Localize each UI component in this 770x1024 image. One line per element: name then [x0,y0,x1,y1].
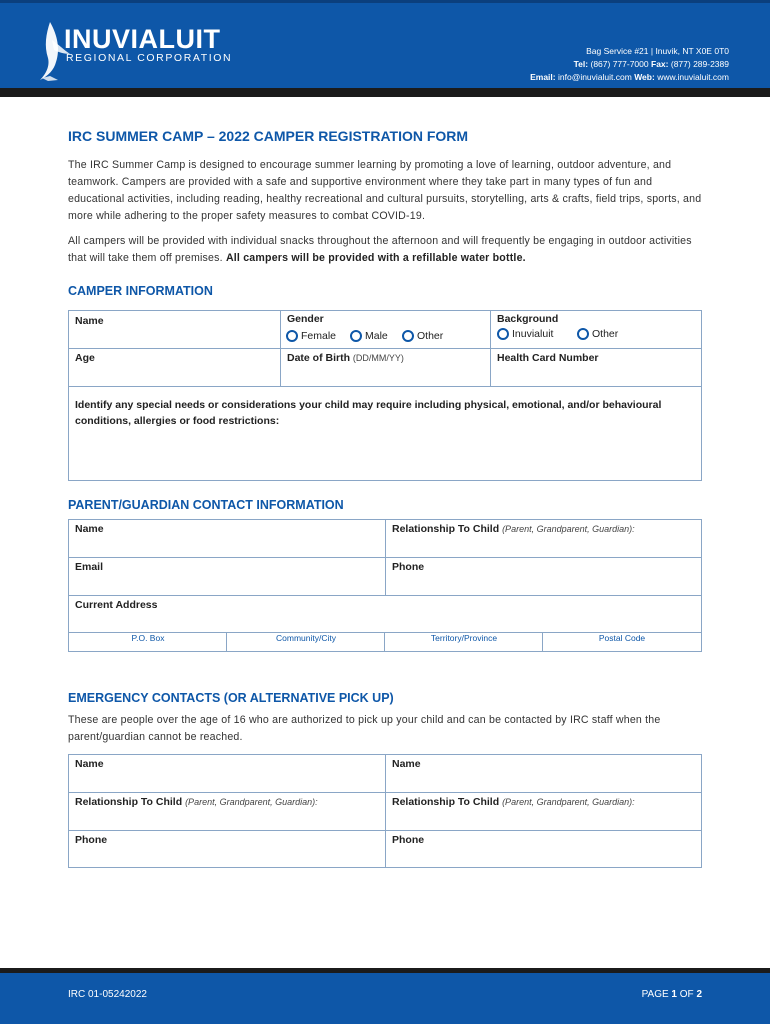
background-other-radio[interactable]: Other [577,328,618,340]
page-title: IRC SUMMER CAMP – 2022 CAMPER REGISTRATION FORM [68,128,469,144]
radio-circle-icon [402,330,414,342]
date-of-birth-field[interactable]: Date of Birth (DD/MM/YY) [281,349,491,387]
contact-web: Email: info@inuvialuit.com Web: www.inuvialuit.com [530,72,729,82]
emergency-2-relationship-field[interactable]: Relationship To Child (Parent, Grandparent, Guardian): [386,793,701,831]
emergency-1-phone-field[interactable]: Phone [69,831,386,867]
radio-circle-icon [286,330,298,342]
intro-paragraph-2: All campers will be provided with individual snacks throughout the afternoon and will frequently be engaging in outdoor activities that will take them off premises. All campers will be provided with a refillable water bottle. [68,235,692,264]
footer-top-border [0,968,770,973]
contact-block [530,45,729,84]
contact-address: Bag Service #21 | Inuvik, NT X0E 0T0 [586,46,729,56]
parent-relationship-field[interactable]: Relationship To Child (Parent, Grandparent, Guardian): [386,520,701,558]
emergency-2-phone-field[interactable]: Phone [392,834,425,846]
header-top-border [0,0,770,3]
camper-age-field[interactable]: Age [69,349,281,387]
emergency-section-heading: EMERGENCY CONTACTS (OR ALTERNATIVE PICK UP) [68,691,394,705]
parent-section-heading: PARENT/GUARDIAN CONTACT INFORMATION [68,498,344,512]
form-code: IRC 01-05242022 [68,989,147,1000]
background-field: Background Inuvialuit Other [491,311,701,349]
gender-field: Gender Female Male Other [281,311,491,349]
web-link[interactable]: www.inuvialuit.com [657,72,729,82]
header-bottom-border [0,88,770,97]
parent-info-table [68,519,702,652]
community-city-field[interactable]: Community/City [227,633,385,651]
parent-name-field[interactable]: Name [69,520,386,558]
gender-male-radio[interactable]: Male [350,330,388,342]
radio-circle-icon [350,330,362,342]
emergency-description: These are people over the age of 16 who are authorized to pick up your child and can be contacted by IRC staff when the parent/guardian cannot be reached. [68,714,661,743]
po-box-field[interactable]: P.O. Box [69,633,227,651]
radio-circle-icon [577,328,589,340]
current-address-field[interactable]: Current Address [69,596,701,633]
emergency-contacts-table [68,754,702,868]
org-subtitle: REGIONAL CORPORATION [66,52,233,64]
special-needs-field[interactable]: Identify any special needs or considerations your child may require including physical, emotional, and/or behavioural conditions, allergies or food restrictions: [75,399,662,427]
gender-other-radio[interactable]: Other [402,330,443,342]
emergency-1-relationship-field[interactable]: Relationship To Child (Parent, Grandparent, Guardian): [69,793,386,831]
contact-phones: Tel: (867) 777-7000 Fax: (877) 289-2389 [573,59,729,69]
page-number: PAGE 1 OF 2 [641,989,702,1000]
camper-name-field[interactable]: Name [69,311,281,349]
health-card-field[interactable]: Health Card Number [491,349,701,387]
camper-section-heading: CAMPER INFORMATION [68,284,213,298]
parent-email-field[interactable]: Email [69,558,386,596]
email-link[interactable]: info@inuvialuit.com [557,72,632,82]
background-inuvialuit-radio[interactable]: Inuvialuit [497,328,553,340]
postal-code-field[interactable]: Postal Code [598,633,646,643]
intro-paragraph: The IRC Summer Camp is designed to encourage summer learning by promoting a love of learning, outdoor adventure, and teamwork. Campers are provided with a safe and supportive environment where they take part in many types of fun and educational activities, including reading, healthy recreational and cultural pursuits, storytelling, arts & crafts, field trips, sports, and more while adhering to the proper safety measures to combat COVID-19. [68,159,702,222]
emergency-1-name-field[interactable]: Name [69,755,386,793]
emergency-2-name-field[interactable]: Name [386,755,701,793]
territory-province-field[interactable]: Territory/Province [385,633,543,651]
gender-female-radio[interactable]: Female [286,330,336,342]
radio-circle-icon [497,328,509,340]
parent-phone-field[interactable]: Phone [386,558,701,596]
org-name: INUVIALUIT [64,24,221,54]
camper-info-table [68,310,702,481]
